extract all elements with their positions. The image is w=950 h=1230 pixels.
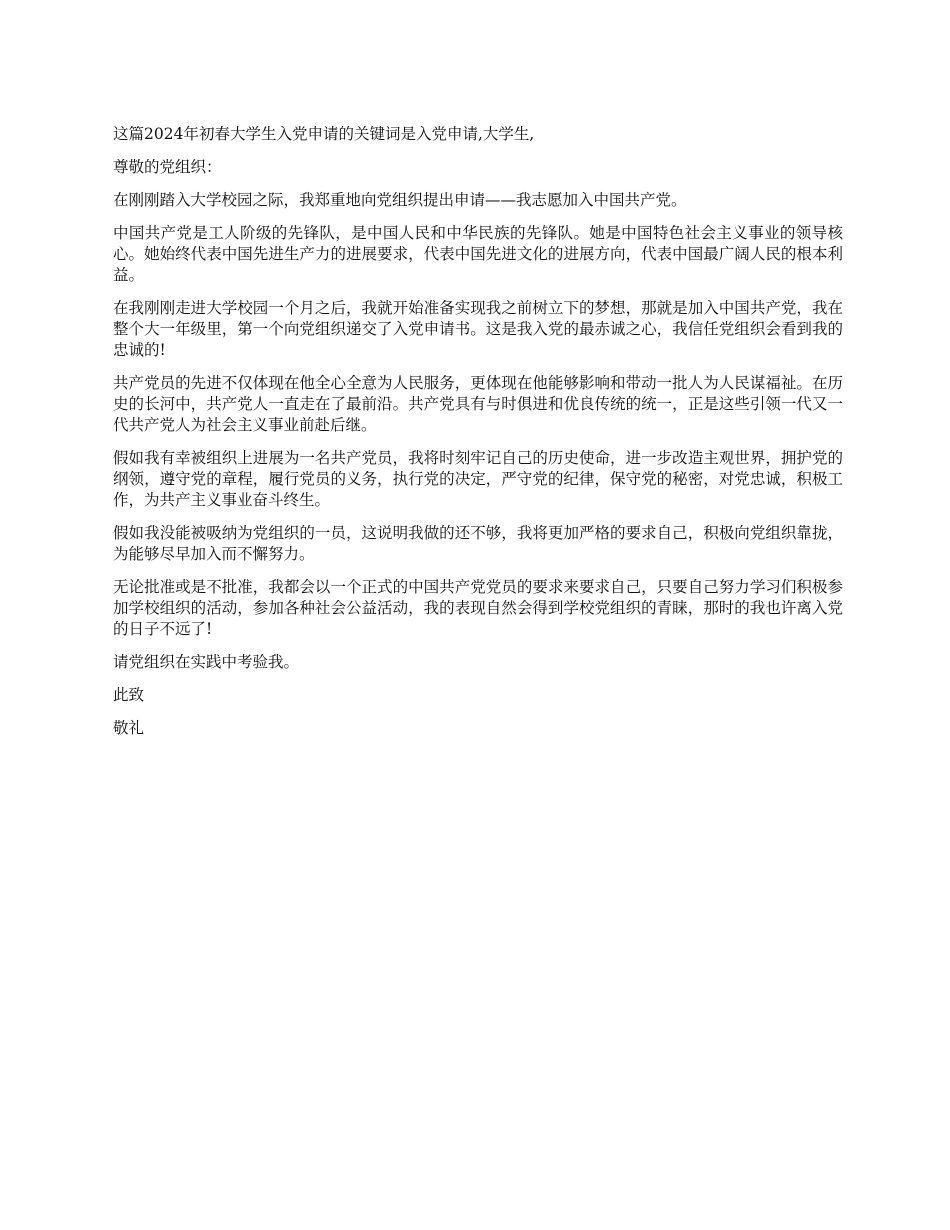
closing-line: 此致: [113, 686, 145, 704]
paragraph: 在我刚刚走进大学校园一个月之后，我就开始准备实现我之前树立下的梦想，那就是加入中国共产党，我在整个大一年级里，第一个向党组织递交了入党申请书。这是我入党的最赤诚之心，我信任党组织会看到我的忠诚的!: [113, 299, 843, 359]
intro-line: 这篇2024年初春大学生入党申请的关键词是入党申请,大学生,: [113, 125, 535, 143]
paragraph: 在刚刚踏入大学校园之际，我郑重地向党组织提出申请——我志愿加入中国共产党。: [113, 191, 687, 209]
paragraph: 假如我有幸被组织上进展为一名共产党员，我将时刻牢记自己的历史使命，进一步改造主观世界，拥护党的纲领，遵守党的章程，履行党员的义务，执行党的决定，严守党的纪律，保守党的秘密，对党忠诚，积极工作，为共产主义事业奋斗终生。: [113, 449, 843, 509]
paragraph: 请党组织在实践中考验我。: [113, 653, 300, 671]
document-body: [113, 124, 843, 751]
salutation: 尊敬的党组织：: [113, 158, 222, 176]
paragraph: 无论批准或是不批准，我都会以一个正式的中国共产党党员的要求来要求自己，只要自己努力学习们积极参加学校组织的活动，参加各种社会公益活动，我的表现自然会得到学校党组织的青睐，那时的我也许离入党的日子不远了!: [113, 578, 843, 638]
paragraph: 中国共产党是工人阶级的先锋队，是中国人民和中华民族的先锋队。她是中国特色社会主义事业的领导核心。她始终代表中国先进生产力的进展要求，代表中国先进文化的进展方向，代表中国最广阔人民的根本利益。: [113, 224, 843, 284]
paragraph: 假如我没能被吸纳为党组织的一员，这说明我做的还不够，我将更加严格的要求自己，积极向党组织靠拢，为能够尽早加入而不懈努力。: [113, 524, 843, 563]
closing-salute: 敬礼: [113, 719, 145, 737]
paragraph: 共产党员的先进不仅体现在他全心全意为人民服务，更体现在他能够影响和带动一批人为人民谋福祉。在历史的长河中，共产党人一直走在了最前沿。共产党具有与时俱进和优良传统的统一，正是这些引领一代又一代共产党人为社会主义事业前赴后继。: [113, 374, 843, 434]
